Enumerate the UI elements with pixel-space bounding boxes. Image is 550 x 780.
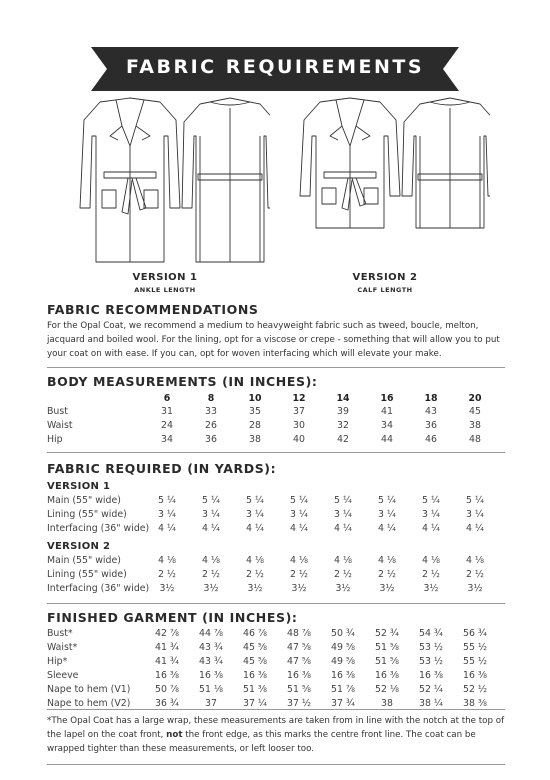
- row-label: Bust: [47, 406, 68, 417]
- table-row: [47, 406, 517, 420]
- table-cell: 3 ¼: [157, 509, 177, 520]
- table-cell: 26: [205, 420, 217, 431]
- table-cell: 28: [249, 420, 261, 431]
- row-label: Hip*: [47, 656, 68, 667]
- table-cell: 51 ⅛: [199, 684, 223, 695]
- table-cell: 3 ¼: [333, 509, 353, 520]
- version2-label: [315, 272, 455, 294]
- table-cell: 5 ¼: [157, 495, 177, 506]
- size-header-cell: 8: [207, 393, 215, 404]
- table-row: [47, 495, 517, 509]
- table-cell: 4 ⅛: [157, 555, 177, 566]
- table-cell: 4 ¼: [201, 523, 221, 534]
- table-cell: 5 ¼: [201, 495, 221, 506]
- row-label: Hip: [47, 434, 63, 445]
- footnote: [47, 714, 509, 756]
- table-cell: 50 ⅞: [155, 684, 179, 695]
- table-cell: 5 ¼: [377, 495, 397, 506]
- table-cell: 16 ⅜: [243, 670, 267, 681]
- table-cell: 32: [337, 420, 349, 431]
- table-cell: 4 ¼: [421, 523, 441, 534]
- size-header-cell: 10: [248, 393, 262, 404]
- table-cell: 36: [425, 420, 437, 431]
- coat-front-view-v2: [300, 98, 400, 228]
- table-cell: 41 ¾: [155, 656, 179, 667]
- table-cell: 31: [161, 406, 173, 417]
- row-label: Nape to hem (V2): [47, 698, 131, 709]
- table-cell: 4 ⅛: [289, 555, 309, 566]
- table-cell: 49 ⅝: [331, 656, 355, 667]
- table-cell: 5 ¼: [289, 495, 309, 506]
- table-cell: 2 ½: [421, 569, 441, 580]
- table-cell: 38: [469, 420, 481, 431]
- version2-subtitle: CALF LENGTH: [357, 286, 413, 294]
- size-header-cell: 16: [380, 393, 394, 404]
- table-cell: 39: [337, 406, 349, 417]
- table-row: [47, 555, 517, 569]
- table-row: [47, 434, 517, 448]
- table-cell: 16 ⅜: [287, 670, 311, 681]
- table-cell: 4 ¼: [377, 523, 397, 534]
- table-cell: 53 ½: [419, 656, 443, 667]
- bottom-divider: [47, 764, 505, 765]
- coat-front-view-v1: [80, 98, 180, 262]
- table-cell: 3½: [335, 583, 351, 594]
- page-title: FABRIC REQUIREMENTS: [125, 56, 425, 78]
- row-label: Sleeve: [47, 670, 79, 681]
- table-cell: 3 ¼: [289, 509, 309, 520]
- table-cell: 36: [205, 434, 217, 445]
- table-cell: 55 ½: [463, 642, 487, 653]
- fabric-required-heading: FABRIC REQUIRED (IN YARDS):: [47, 461, 277, 476]
- table-cell: 46 ⅞: [243, 628, 267, 639]
- table-row: [47, 569, 517, 583]
- table-cell: 53 ½: [419, 642, 443, 653]
- table-cell: 38: [249, 434, 261, 445]
- table-cell: 38 ⅜: [463, 698, 487, 709]
- table-cell: 4 ¼: [465, 523, 485, 534]
- table-cell: 4 ¼: [289, 523, 309, 534]
- table-cell: 52 ½: [463, 684, 487, 695]
- table-cell: 5 ¼: [465, 495, 485, 506]
- table-cell: 37 ¼: [243, 698, 267, 709]
- table-cell: 16 ⅜: [463, 670, 487, 681]
- footnote-part1: *The Opal Coat has a large wrap, these measurements are taken from in line with the notch at the top of the lapel on the coat front,: [47, 716, 505, 740]
- table-cell: 41 ¾: [155, 642, 179, 653]
- table-cell: 37 ¾: [331, 698, 355, 709]
- table-cell: 51 ⅝: [287, 684, 311, 695]
- size-header-cell: 6: [163, 393, 171, 404]
- table-row: [47, 420, 517, 434]
- table-cell: 4 ⅛: [465, 555, 485, 566]
- version1-illustration: [60, 96, 270, 264]
- version1-label: [95, 272, 235, 294]
- table-cell: 51 ⅝: [375, 656, 399, 667]
- version1-subtitle: ANKLE LENGTH: [134, 286, 196, 294]
- table-cell: 33: [205, 406, 217, 417]
- table-cell: 45: [469, 406, 481, 417]
- table-cell: 16 ⅜: [419, 670, 443, 681]
- table-cell: 55 ½: [463, 656, 487, 667]
- table-cell: 4 ¼: [157, 523, 177, 534]
- table-cell: 52 ¾: [375, 628, 399, 639]
- divider: [47, 367, 505, 368]
- row-label: Nape to hem (V1): [47, 684, 131, 695]
- version-subheading: VERSION 2: [47, 541, 111, 552]
- footnote-emphasis: not: [166, 730, 183, 740]
- table-cell: 16 ⅜: [199, 670, 223, 681]
- table-cell: 52 ¼: [419, 684, 443, 695]
- version-subheading: VERSION 1: [47, 481, 111, 492]
- table-cell: 43 ¾: [199, 642, 223, 653]
- table-cell: 16 ⅜: [331, 670, 355, 681]
- table-cell: 3 ¼: [377, 509, 397, 520]
- table-cell: 4 ⅛: [245, 555, 265, 566]
- table-cell: 52 ⅛: [375, 684, 399, 695]
- table-cell: 47 ⅝: [287, 642, 311, 653]
- table-cell: 4 ¼: [245, 523, 265, 534]
- table-cell: 3 ¼: [201, 509, 221, 520]
- divider: [47, 603, 505, 604]
- size-header-cell: 12: [292, 393, 306, 404]
- table-cell: 56 ¾: [463, 628, 487, 639]
- table-cell: 38: [381, 698, 393, 709]
- table-cell: 35: [249, 406, 261, 417]
- table-cell: 41: [381, 406, 393, 417]
- table-cell: 16 ⅜: [155, 670, 179, 681]
- table-cell: 44 ⅞: [199, 628, 223, 639]
- table-cell: 46: [425, 434, 437, 445]
- table-cell: 3 ¼: [421, 509, 441, 520]
- table-cell: 51 ⅞: [331, 684, 355, 695]
- table-cell: 3½: [203, 583, 219, 594]
- table-cell: 5 ¼: [245, 495, 265, 506]
- table-cell: 50 ¾: [331, 628, 355, 639]
- table-cell: 3 ¼: [245, 509, 265, 520]
- table-cell: 3½: [291, 583, 307, 594]
- table-row: [47, 628, 517, 642]
- row-label: Main (55" wide): [47, 495, 121, 506]
- fabric-recommendations-text: For the Opal Coat, we recommend a medium to heavyweight fabric such as tweed, boucle, melton, jacquard and boiled wool. For the lining, opt for a viscose or crepe - something that will allow you to put your coat on with ease. If you can, opt for woven interfacing which will elevate your make.: [47, 321, 500, 359]
- table-cell: 16 ⅜: [375, 670, 399, 681]
- table-cell: 3½: [423, 583, 439, 594]
- table-cell: 3½: [247, 583, 263, 594]
- table-cell: 42: [337, 434, 349, 445]
- table-cell: 3½: [467, 583, 483, 594]
- table-cell: 38 ¼: [419, 698, 443, 709]
- row-label: Lining (55" wide): [47, 509, 127, 520]
- table-cell: 47 ⅝: [287, 656, 311, 667]
- row-label: Interfacing (36" wide): [47, 523, 150, 534]
- table-cell: 37 ½: [287, 698, 311, 709]
- row-label: Waist*: [47, 642, 78, 653]
- table-cell: 54 ¾: [419, 628, 443, 639]
- version2-title: VERSION 2: [352, 272, 418, 283]
- table-cell: 3½: [159, 583, 175, 594]
- table-cell: 37: [293, 406, 305, 417]
- finished-garment-heading: FINISHED GARMENT (IN INCHES):: [47, 610, 298, 625]
- table-cell: 34: [381, 420, 393, 431]
- size-header-row: [47, 393, 517, 407]
- row-label: Waist: [47, 420, 73, 431]
- table-cell: 34: [161, 434, 173, 445]
- table-row: [47, 684, 517, 698]
- table-cell: 30: [293, 420, 305, 431]
- table-row: [47, 523, 517, 537]
- table-cell: 48 ⅞: [287, 628, 311, 639]
- coat-back-view-v2: [402, 98, 490, 228]
- table-cell: 37: [205, 698, 217, 709]
- table-cell: 3½: [379, 583, 395, 594]
- table-cell: 2 ½: [157, 569, 177, 580]
- table-cell: 2 ½: [333, 569, 353, 580]
- version1-title: VERSION 1: [132, 272, 198, 283]
- table-cell: 4 ⅛: [201, 555, 221, 566]
- table-cell: 42 ⅞: [155, 628, 179, 639]
- table-cell: 24: [161, 420, 173, 431]
- table-row: [47, 583, 517, 597]
- row-label: Lining (55" wide): [47, 569, 127, 580]
- table-cell: 3 ¼: [465, 509, 485, 520]
- table-cell: 45 ⅝: [243, 642, 267, 653]
- size-header-cell: 18: [424, 393, 438, 404]
- table-cell: 2 ½: [201, 569, 221, 580]
- row-label: Main (55" wide): [47, 555, 121, 566]
- table-cell: 51 ⅜: [243, 684, 267, 695]
- footnote-part2: the front edge, as this marks the centre front line. The coat can be wrapped tighter than these measurements, or left looser too.: [47, 730, 476, 754]
- table-cell: 45 ⅝: [243, 656, 267, 667]
- table-cell: 49 ⅝: [331, 642, 355, 653]
- table-cell: 4 ¼: [333, 523, 353, 534]
- title-banner: [91, 47, 459, 91]
- table-cell: 4 ⅛: [333, 555, 353, 566]
- table-row: [47, 509, 517, 523]
- table-cell: 5 ¼: [421, 495, 441, 506]
- divider: [47, 452, 505, 453]
- body-measurements-heading: BODY MEASUREMENTS (IN INCHES):: [47, 374, 318, 389]
- table-row: [47, 670, 517, 684]
- fabric-recommendations-heading: FABRIC RECOMMENDATIONS: [47, 302, 259, 317]
- table-cell: 43: [425, 406, 437, 417]
- table-cell: 2 ½: [465, 569, 485, 580]
- table-cell: 43 ¾: [199, 656, 223, 667]
- table-cell: 4 ⅛: [421, 555, 441, 566]
- row-label: Interfacing (36" wide): [47, 583, 150, 594]
- table-cell: 4 ⅛: [377, 555, 397, 566]
- table-cell: 44: [381, 434, 393, 445]
- table-cell: 51 ⅝: [375, 642, 399, 653]
- table-row: [47, 642, 517, 656]
- coat-back-view-v1: [182, 98, 270, 262]
- size-header-cell: 20: [468, 393, 482, 404]
- table-cell: 5 ¼: [333, 495, 353, 506]
- version2-illustration: [280, 96, 490, 236]
- size-header-cell: 14: [336, 393, 350, 404]
- row-label: Bust*: [47, 628, 73, 639]
- table-cell: 48: [469, 434, 481, 445]
- table-cell: 2 ½: [245, 569, 265, 580]
- table-cell: 40: [293, 434, 305, 445]
- table-cell: 36 ¾: [155, 698, 179, 709]
- table-cell: 2 ½: [289, 569, 309, 580]
- table-cell: 2 ½: [377, 569, 397, 580]
- table-row: [47, 656, 517, 670]
- divider: [47, 709, 505, 710]
